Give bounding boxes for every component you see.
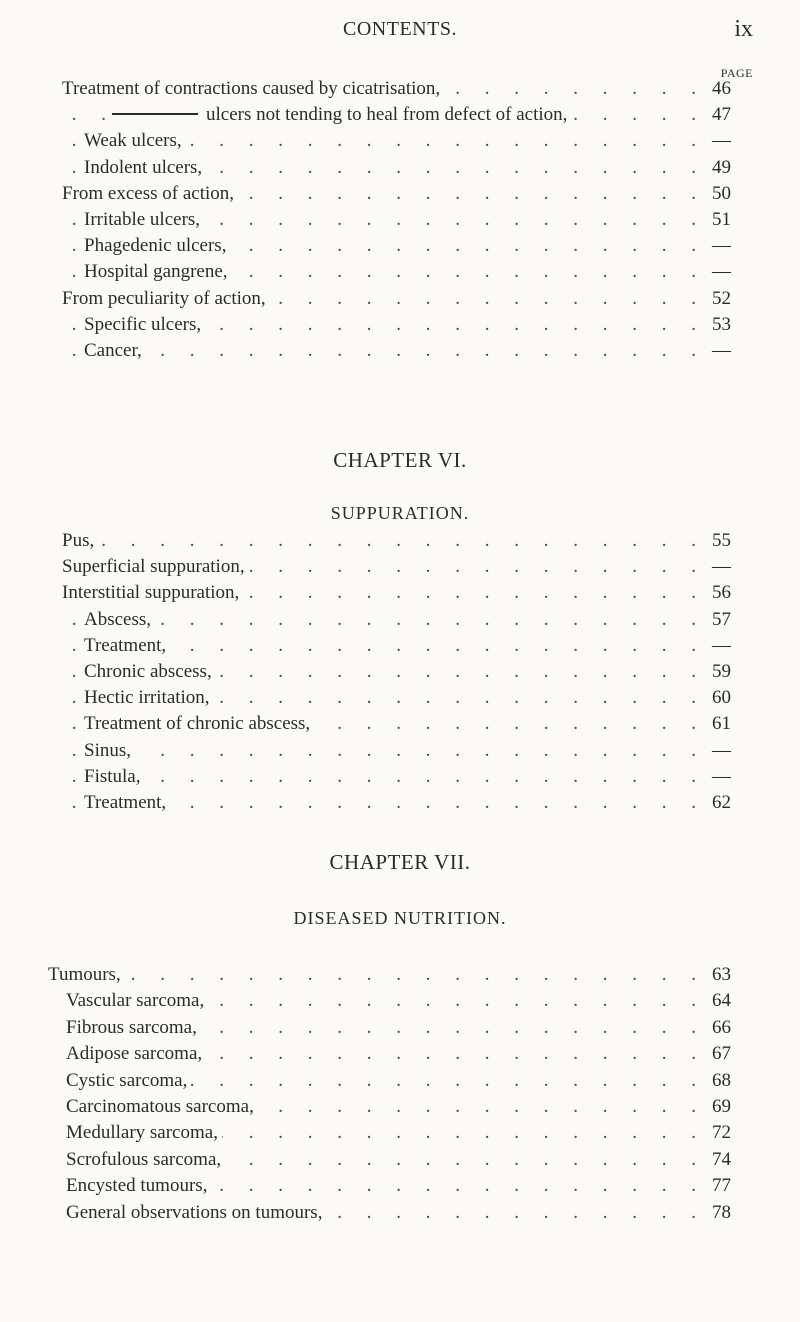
entry-page-number: — bbox=[712, 739, 731, 761]
entry-title bbox=[84, 790, 170, 816]
chapter-vi-heading: CHAPTER VI. bbox=[333, 448, 467, 472]
contents-entry bbox=[62, 128, 752, 154]
dot-leader bbox=[62, 738, 706, 764]
contents-entry bbox=[48, 1120, 752, 1146]
entry-page-number: 78 bbox=[712, 1201, 731, 1223]
chapter-vi-title: SUPPURATION. bbox=[330, 503, 470, 523]
entry-title bbox=[62, 76, 444, 102]
contents-list-ulcers bbox=[62, 76, 752, 364]
contents-entry bbox=[62, 607, 752, 633]
ditto-rule bbox=[112, 113, 198, 115]
contents-entry bbox=[48, 988, 752, 1014]
entry-title-text: Fibrous sarcoma, bbox=[66, 1016, 197, 1038]
entry-title-text: From excess of action, bbox=[62, 182, 235, 204]
entry-title bbox=[84, 233, 230, 259]
entry-title-text: Treatment, bbox=[84, 634, 167, 656]
entry-title-text: Hectic irritation, bbox=[84, 687, 210, 709]
entry-title bbox=[84, 685, 214, 711]
entry-title-text: Fistula, bbox=[84, 765, 141, 787]
entry-title-text: General observations on tumours, bbox=[66, 1201, 323, 1223]
contents-entry bbox=[48, 1147, 752, 1173]
dot-leader bbox=[62, 338, 706, 364]
entry-page-number: 46 bbox=[712, 78, 731, 99]
entry-title-text: Indolent ulcers, bbox=[84, 156, 203, 178]
entry-page-number: 53 bbox=[712, 313, 731, 335]
contents-entry bbox=[48, 1200, 752, 1226]
entry-title-text: Weak ulcers, bbox=[84, 130, 182, 152]
contents-entry bbox=[48, 1068, 752, 1094]
entry-title bbox=[66, 1147, 225, 1173]
entry-title bbox=[84, 259, 232, 285]
entry-title-text: Vascular sarcoma, bbox=[66, 990, 205, 1012]
entry-page-number: 59 bbox=[712, 660, 731, 682]
contents-entry bbox=[62, 312, 752, 338]
contents-entry bbox=[48, 1041, 752, 1067]
entry-title-text: Phagedenic ulcers, bbox=[84, 235, 227, 257]
entry-page-number: 64 bbox=[712, 990, 731, 1012]
entry-page-number: 60 bbox=[712, 687, 731, 709]
entry-title bbox=[62, 286, 270, 312]
entry-title-text: From peculiarity of action, bbox=[62, 287, 266, 309]
entry-page-number: — bbox=[712, 765, 731, 787]
dot-leader bbox=[48, 962, 706, 988]
entry-title-text: Hospital gangrene, bbox=[84, 261, 228, 283]
entry-page-number: 55 bbox=[712, 530, 731, 551]
entry-title bbox=[84, 128, 186, 154]
dot-leader bbox=[62, 528, 706, 554]
entry-title bbox=[48, 962, 125, 988]
running-title: CONTENTS. bbox=[343, 18, 457, 40]
entry-page-number: 50 bbox=[712, 182, 731, 204]
chapter-vii-title: DISEASED NUTRITION. bbox=[293, 908, 507, 928]
entry-title-text: Treatment of contractions caused by cicatrisation, bbox=[62, 78, 441, 99]
chapter-vii-heading: CHAPTER VII. bbox=[329, 850, 471, 874]
entry-title-text: Tumours, bbox=[48, 964, 121, 985]
contents-entry bbox=[62, 338, 752, 364]
contents-entry bbox=[62, 102, 752, 128]
entry-title bbox=[84, 155, 206, 181]
contents-entry bbox=[48, 962, 752, 988]
entry-title-text: Cystic sarcoma, bbox=[66, 1069, 188, 1091]
entry-title bbox=[84, 738, 135, 764]
entry-title-text: Irritable ulcers, bbox=[84, 208, 201, 230]
entry-title bbox=[62, 580, 243, 606]
page-column-label: PAGE bbox=[720, 66, 753, 80]
entry-title-text: Pus, bbox=[62, 530, 95, 551]
entry-title bbox=[66, 988, 208, 1014]
entry-title bbox=[84, 312, 205, 338]
entry-title-text: Adipose sarcoma, bbox=[66, 1043, 203, 1065]
entry-page-number: — bbox=[712, 130, 731, 152]
page-header bbox=[0, 0, 800, 50]
entry-title bbox=[62, 554, 249, 580]
entry-page-number: 57 bbox=[712, 608, 731, 630]
entry-title-text: ulcers not tending to heal from defect of action, bbox=[206, 104, 568, 126]
entry-page-number: — bbox=[712, 235, 731, 257]
contents-entry bbox=[62, 685, 752, 711]
entry-title bbox=[66, 1068, 191, 1094]
entry-title-text: Abscess, bbox=[84, 608, 152, 630]
page-number: ix bbox=[734, 16, 753, 42]
entry-title-text: Specific ulcers, bbox=[84, 313, 202, 335]
contents-entry bbox=[62, 207, 752, 233]
entry-title-text: Cancer, bbox=[84, 339, 142, 361]
entry-title-text: Scrofulous sarcoma, bbox=[66, 1148, 222, 1170]
entry-title bbox=[84, 764, 144, 790]
entry-page-number: 72 bbox=[712, 1122, 731, 1144]
entry-title bbox=[66, 1015, 201, 1041]
entry-page-number: — bbox=[712, 339, 731, 361]
entry-title bbox=[84, 338, 146, 364]
entry-title-text: Encysted tumours, bbox=[66, 1175, 208, 1197]
entry-page-number: 49 bbox=[712, 156, 731, 178]
entry-page-number: 77 bbox=[712, 1175, 731, 1197]
entry-title-text: Treatment of chronic abscess, bbox=[84, 713, 311, 735]
entry-title bbox=[62, 181, 238, 207]
contents-entry bbox=[48, 1015, 752, 1041]
entry-page-number: — bbox=[712, 261, 731, 283]
entry-page-number: 52 bbox=[712, 287, 731, 309]
entry-title bbox=[84, 607, 155, 633]
entry-title-text: Chronic abscess, bbox=[84, 660, 212, 682]
contents-entry bbox=[62, 76, 752, 102]
contents-entry bbox=[62, 711, 752, 737]
entry-title bbox=[112, 102, 571, 128]
entry-page-number: 66 bbox=[712, 1016, 731, 1038]
entry-page-number: 61 bbox=[712, 713, 731, 735]
entry-page-number: 47 bbox=[712, 104, 731, 126]
contents-entry bbox=[62, 633, 752, 659]
entry-page-number: 56 bbox=[712, 582, 731, 604]
contents-entry bbox=[62, 155, 752, 181]
entry-page-number: 63 bbox=[712, 964, 731, 985]
contents-entry bbox=[62, 259, 752, 285]
contents-entry bbox=[48, 1094, 752, 1120]
contents-entry bbox=[62, 580, 752, 606]
entry-title bbox=[84, 711, 314, 737]
entry-title bbox=[66, 1120, 222, 1146]
entry-title bbox=[62, 528, 98, 554]
contents-entry bbox=[62, 181, 752, 207]
contents-entry bbox=[62, 764, 752, 790]
entry-title-text: Superficial suppuration, bbox=[62, 556, 245, 578]
contents-entry bbox=[62, 286, 752, 312]
entry-page-number: — bbox=[712, 634, 731, 656]
contents-list-suppuration bbox=[62, 528, 752, 816]
contents-entry bbox=[62, 738, 752, 764]
entry-title bbox=[84, 659, 216, 685]
entry-title-text: Sinus, bbox=[84, 739, 131, 761]
contents-list-diseased-nutrition bbox=[48, 962, 752, 1226]
entry-title-text: Carcinomatous sarcoma, bbox=[66, 1095, 254, 1117]
entry-title bbox=[66, 1200, 326, 1226]
entry-title bbox=[66, 1094, 258, 1120]
entry-page-number: 68 bbox=[712, 1069, 731, 1091]
entry-page-number: 67 bbox=[712, 1043, 731, 1065]
contents-entry bbox=[62, 528, 752, 554]
entry-title-text: Treatment, bbox=[84, 791, 167, 813]
entry-title bbox=[84, 207, 204, 233]
contents-entry bbox=[62, 233, 752, 259]
entry-title-text: Interstitial suppuration, bbox=[62, 582, 240, 604]
dot-leader bbox=[62, 764, 706, 790]
entry-title bbox=[66, 1041, 206, 1067]
entry-title bbox=[66, 1173, 211, 1199]
entry-title-text: Medullary sarcoma, bbox=[66, 1122, 218, 1144]
entry-title bbox=[84, 633, 170, 659]
contents-entry bbox=[62, 659, 752, 685]
entry-page-number: 51 bbox=[712, 208, 731, 230]
contents-entry bbox=[48, 1173, 752, 1199]
entry-page-number: — bbox=[712, 556, 731, 578]
entry-page-number: 74 bbox=[712, 1148, 731, 1170]
contents-entry bbox=[62, 554, 752, 580]
contents-entry bbox=[62, 790, 752, 816]
entry-page-number: 69 bbox=[712, 1095, 731, 1117]
entry-page-number: 62 bbox=[712, 791, 731, 813]
dot-leader bbox=[62, 607, 706, 633]
